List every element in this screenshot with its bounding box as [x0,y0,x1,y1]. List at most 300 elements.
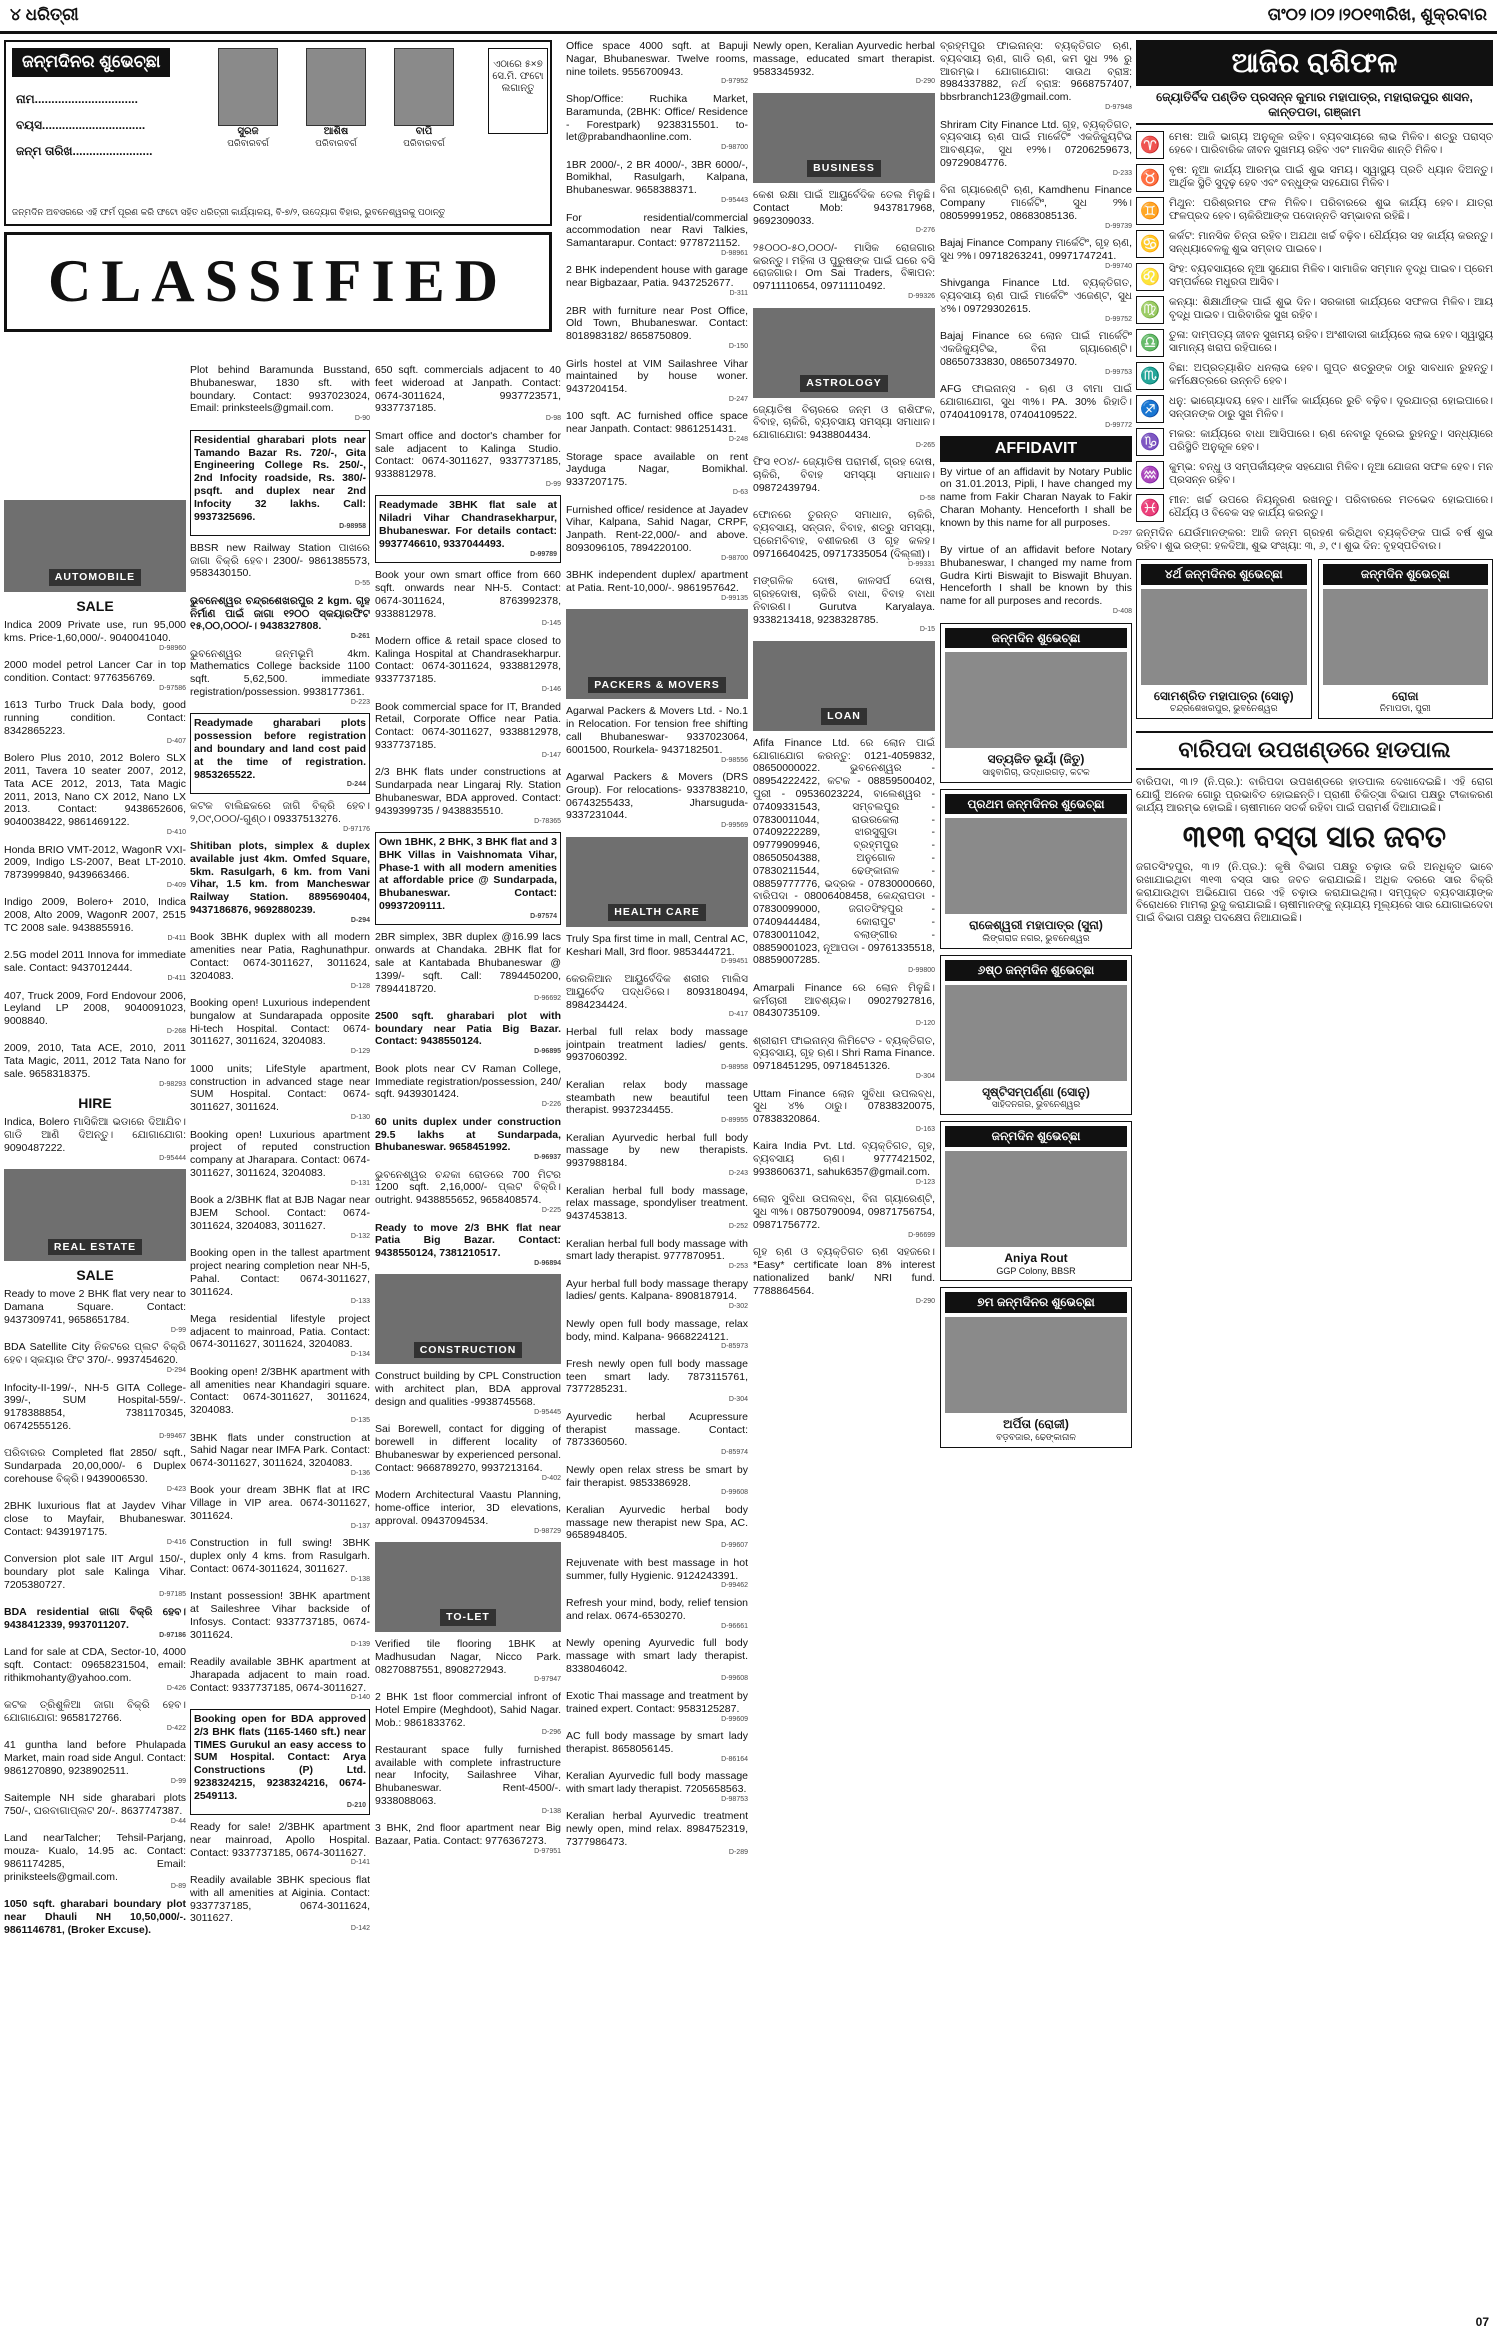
ad-code: D-97951 [534,1847,561,1855]
ad-code: D-99451 [721,958,748,966]
ad-text: 650 sqft. commercials adjacent to 40 feet wideroad at Janpath. Contact: 0674-3011624, 9937723571, 9337737185. [375,364,561,415]
classified-ad [4,844,186,891]
birthday-wish [1318,559,1494,719]
ad-code: D-99800 [908,967,935,975]
ad-text: Furnished office/ residence at Jayadev Vihar, Kalpana, Sahid Nagar, CRPF, Janpath. Rent-22,000/- and above. 8093096105, 7894220100. [566,503,748,554]
classified-ad [566,1278,748,1312]
ad-text: Keralian Ayurvedic herbal body massage new therapist new Spa, AC. 9658948405. [566,1503,748,1542]
banner-label: TO-LET [440,1609,496,1626]
wish-heading: ୪ର୍ଥ ଜନ୍ମଦିନର ଶୁଭେଚ୍ଛା [1141,564,1307,585]
zodiac-sign-entry [1136,329,1493,357]
classified-ad [566,1504,748,1551]
wish-heading: ୭ମ ଜନ୍ମଦିନର ଶୁଭେଚ୍ଛା [945,1292,1127,1313]
zodiac-icon: ♓ [1136,494,1164,522]
ad-code: D-268 [166,1027,186,1035]
ad-text: Agarwal Packers & Movers Ltd. - No.1 in Relocation. For tension free shifting call Bhubaneswar- 9337023064, 6001500, Rourkela- 9437182501. [566,705,748,756]
ad-text: Girls hostel at VIM Sailashree Vihar maintained by house woner. 9437204154. [566,357,748,396]
ad-text: କଟକ ବାଲିଛକରେ ଜାଗି ବିକ୍ରି ହେବ। ୨,୦୯,୦୦୦/-ଗୁଣ୍ଠ। 09337513276. [190,799,370,825]
ad-code: D-147 [541,751,561,759]
ad-text: Restaurant space fully furnished available with complete infrastructure near Infocity, Sailashree Vihar, Bhubaneswar. Rent-4500/-. 9338088063. [375,1743,561,1808]
classified-ad [190,430,370,536]
ad-code: D-86164 [721,1755,748,1763]
ad-code: D-97947 [534,1676,561,1684]
classified-ad [375,569,561,629]
classified-ad [566,40,748,87]
ad-text: ଗୃହ ଋଣ ଓ ବ୍ୟକ୍ତିଗତ ଋଣ ସହଜରେ। *Easy* certificate loan 8% interest nationalized bank/ NRI fund. 7788864564. [753,1246,935,1297]
classified-ad [190,595,370,642]
ad-code: D-99467 [159,1432,186,1440]
classified-ad [190,1656,370,1703]
ad-code: D-146 [541,686,561,694]
classified-ad [566,1358,748,1405]
ad-text: 60 units duplex under construction 29.5 lakhs at Sundarpada, Bhubaneswar. 9658451992. [375,1115,561,1154]
ad-text: BDA Satellite City ନିକଟରେ ପ୍ଲଟ ବିକ୍ରି ହେବ। ସ୍କୟାର ଫିଟ 370/-. 9937454620. [4,1341,186,1367]
ad-code: D-138 [541,1807,561,1815]
zodiac-icon: ♍ [1136,296,1164,324]
classified-ad [375,1423,561,1483]
ad-code: D-95443 [721,197,748,205]
ad-text: Keralian Ayurvedic full body massage with smart lady therapist. 7205658563. [566,1770,748,1795]
automobile-banner [4,500,186,592]
form-field-dob: ଜନ୍ମ ତାରିଖ........................ [16,144,153,158]
ad-text: By virtue of an affidavit before Notary Bhubaneswar, I changed my name from Gudra Kirti Biswajit to Biswajit Bhuyan. Henceforth I shall be known by this name for all purposes and records. [940,544,1132,608]
classified-ad [566,504,748,564]
classified-ad [940,466,1132,539]
form-note: ଜନ୍ମଦିନ ଅବସରରେ ଏହି ଫର୍ମ ପୂରଣ କରି ଫଟୋ ସହିତ ଧରିତ୍ରୀ କାର୍ଯ୍ୟାଳୟ, ବି-୭/୨, ଉଦ୍ୟୋଗ ବିହାର, ଭୁବନେଶ୍ୱରକୁ ପଠାନ୍ତୁ [12,207,446,218]
ad-code: D-99753 [1105,368,1132,376]
ad-code: D-99 [170,1326,186,1334]
ad-text: Conversion plot sale IIT Argul 150/-, boundary plot sale Kalinga Vihar. 7205380727. [4,1553,186,1591]
ad-text: Refresh your mind, body, relief tension and relax. 0674-6530270. [566,1596,748,1622]
classified-ad [190,1063,370,1123]
ad-text: 1000 units; LifeStyle apartment, construction in advanced stage near SUM Hospital. Contact: 0674-3011627, 3011624. [190,1062,370,1114]
ad-text: Mega residential lifestyle project adjacent to mainroad, Patia. Contact: 0674-3011627, 3011624, 3204083. [190,1312,370,1351]
ad-text: Booking open in the tallest apartment project nearing completion near NH-5, Pahal. Contact: 0674-3011627, 3011624. [190,1247,370,1298]
ad-text: 3BHK flats under construction at Sahid Nagar near IMFA Park. Contact: 0674-3011627, 3011624, 3204083. [190,1431,370,1470]
classified-ad [566,1132,748,1179]
ad-text: ଫିସ ୧୦୪/- ଜ୍ୟୋତିଷ ପରାମର୍ଶ, ଗ୍ରହ ଦୋଷ, ଚାକିରି, ବିବାହ ସମସ୍ୟା ସମାଧାନ। 09872439794. [753,456,935,495]
wish-photo [945,1151,1127,1247]
ad-code: D-96661 [721,1622,748,1630]
ad-code: D-98700 [721,554,748,562]
classified-ad [566,451,748,498]
classified-ad [190,1537,370,1584]
wish-name: ସତ୍ୟଜିତ ଭୂୟାଁ (ଜିତୁ) [987,752,1085,767]
ad-code: D-98958 [721,1064,748,1072]
ad-code: D-304 [915,1073,935,1081]
form-field-name: ନାମ............................... [16,92,138,106]
news-body-fertilizer: ଜଗତସିଂହପୁର, ୩।୨ (ନି.ପ୍ର.): କୃଷି ବିଭାଗ ପକ୍ଷରୁ ଚଢ଼ାଉ କରି ଅନଧିକୃତ ଭାବେ ରଖାଯାଇଥିବା ୩୧୩ ବସ୍ତା ସାର ଜବତ କରାଯାଇଛି। ଅଧିକ ଦରରେ ସାର ବିକ୍ରି କରାଯାଉଥିବା ଅଭିଯୋଗ ପରେ ଏହି ଚଢ଼ାଉ କରାଯାଇଥିଲା। ସମ୍ପୃକ୍ତ ବ୍ୟବସାୟୀଙ୍କ ବିରୋଧରେ ମାମଲା ରୁଜୁ କରାଯାଇଛି। ଚାଷୀମାନଙ୍କୁ ନ୍ୟାଯ୍ୟ ମୂଲ୍ୟରେ ସାର ଯୋଗାଇଦେବା ପାଇଁ ବିଭାଗ ପକ୍ଷରୁ ପଦକ୍ଷେପ ନିଆଯାଇଛି। [1136,861,1493,925]
ad-code: D-136 [350,1469,370,1477]
ad-text: Keralian herbal Ayurvedic treatment newly open, mind relax. 8984752319, 7377986473. [566,1810,748,1848]
classified-ad [940,330,1132,377]
wish-address: ସାହୁବାଗିଚା, ଉଦ୍ଧାରଗଡ଼, କଟକ [982,766,1090,777]
ad-text: Infocity-II-199/-, NH-5 GITA College-399/-, SUM Hospital-559/-. 9178388854, 7381170345, 06742555126. [4,1381,186,1432]
classified-ad [753,982,935,1029]
ad-code: D-409 [166,881,186,889]
form-kid-photo [218,48,278,149]
ad-code: D-296 [541,1729,561,1737]
ad-code: D-58 [919,494,935,502]
ad-text: 2009, 2010, Tata ACE, 2010, 2011 Tata Magic, 2011, 2012 Tata Nano for sale. 9658318375. [4,1042,186,1081]
ad-code: D-98293 [159,1080,186,1088]
classified-ad [4,1553,186,1600]
zodiac-sign-entry [1136,494,1493,522]
zodiac-icon: ♊ [1136,197,1164,225]
classified-ad [940,277,1132,324]
ad-code: D-99789 [530,550,557,558]
ad-code: D-407 [166,737,186,745]
classified-ad [566,1464,748,1498]
ad-text: Land for sale at CDA, Sector-10, 4000 sqft. Contact: 09658231504, email: rithikmohanty@yahoo.com. [4,1646,186,1684]
news-headline-fertilizer: ୩୧୩ ବସ୍ତା ସାର ଜବତ [1182,821,1447,855]
classified-ad [566,771,748,831]
rashifal-title: ଆଜିର ରାଶିଫଳ [1136,40,1493,86]
birthday-form [4,40,552,226]
ad-text: Booking open! 2/3BHK apartment with all amenities near Khandagiri square. Contact: 0674-3011627, 3011624, 3204083. [190,1365,370,1417]
ad-code: D-276 [915,227,935,235]
wish-address: ବଡ଼ବଜାର, ଢେଙ୍କାନାଳ [996,1431,1076,1442]
classified-ad [375,635,561,695]
ad-text: ଭୁବନେଶ୍ୱର ଚନ୍ଦକା ରୋଡରେ 700 ମିଟର 1200 sqft. 2,16,000/- ପ୍ଲଟ ବିକ୍ରି। outright. 9438855652, 9658408574. [375,1168,561,1207]
ad-text: ମଙ୍ଗଳିକ ଦୋଷ, କାଳସର୍ପ ଦୋଷ, ଗ୍ରହଦୋଷ, ଚାକିରି ବାଧା, ବିବାହ ବାଧା ନିବାରଣ। Gurutva Karyalaya. 9338213418, 9238328785. [753,575,935,626]
ad-code: D-99740 [1105,262,1132,270]
zodiac-forecast: ସିଂହ: ବ୍ୟବସାୟରେ ନୂଆ ସୁଯୋଗ ମିଳିବ। ସାମାଜିକ ସମ୍ମାନ ବୃଦ୍ଧି ପାଇବ। ପ୍ରେମ ସମ୍ପର୍କରେ ମଧୁରତା ଆସିବ। [1169,263,1493,289]
ad-code: D-252 [728,1222,748,1230]
section-heading-sale: SALE [76,1267,114,1284]
zodiac-sign-entry [1136,461,1493,489]
zodiac-sign-entry [1136,296,1493,324]
ad-text: Sai Borewell, contact for digging of borewell in different locality of Bhubaneswar by experienced personal. Contact: 9668789270, 9937213164. [375,1423,561,1474]
banner-label: AUTOMOBILE [49,569,141,586]
wish-photo [1141,589,1307,685]
ad-text: Indica, Bolero ମାସିକିଆ ଭଡାରେ ଦିଆଯିବ। ଗାଡି ଆଣି ଦିଅନ୍ତୁ। ଯୋଗାଯୋଗ: 9090487222. [4,1116,186,1155]
ad-text: ବ୍ରହ୍ମପୁର ଫାଇନାନ୍ସ: ବ୍ୟକ୍ତିଗତ ଋଣ, ବ୍ୟବସାୟ ଋଣ, ଗାଡି ଋଣ, କମ ସୁଧ ୨% ରୁ ଆରମ୍ଭ। ଯୋଗାଯୋଗ: ସାଉଥ ବ୍ରାଞ୍ଚ: 8984337882, ନର୍ଥ ବ୍ରାଞ୍ଚ: 9668757407, bbsrbranch123@gmail.com. [940,40,1132,104]
birthday-wish [1136,559,1312,719]
wish-photo [945,652,1127,748]
ad-text: Fresh newly open full body massage teen smart lady. 7873115761, 7377285231. [566,1357,748,1396]
classified-ad [4,1288,186,1335]
ad-code: D-99326 [908,293,935,301]
ad-code: D-120 [915,1020,935,1028]
kid-photo [306,48,366,126]
classified-ad [753,1035,935,1082]
zodiac-icon: ♉ [1136,164,1164,192]
classified-ad [375,766,561,826]
ad-code: D-15 [919,626,935,634]
classified-ad [566,1557,748,1591]
ad-code: D-129 [350,1048,370,1056]
ad-text: Exotic Thai massage and treatment by trained expert. Contact: 9583125287. [566,1689,748,1715]
classified-ad [566,305,748,352]
ad-code: D-265 [915,441,935,449]
classified-ad [375,1222,561,1269]
ad-text: Instant possession! 3BHK apartment at Saileshree Vihar backside of Infosys. Contact: 9337737185, 0674-3011624. [190,1590,370,1641]
ad-code: D-97176 [343,825,370,833]
ad-text: Construction in full swing! 3BHK duplex only 4 kms. from Rasulgarh. Contact: 0674-3011624, 3011627. [190,1537,370,1575]
ad-text: Readymade 3BHK flat sale at Niladri Vihar Chandrasekharpur, Bhubaneswar. For details contact: 9937746610, 9337044493. [379,499,557,550]
ad-code: D-261 [350,633,370,641]
ad-text: Keralian herbal full body massage, relax massage, spondyliser treatment. 9437453813. [566,1184,748,1223]
classified-ad [375,1744,561,1817]
classified-ad [190,1194,370,1241]
classified-ad [4,896,186,943]
ad-code: D-55 [354,580,370,588]
banner-label: CONSTRUCTION [414,1342,523,1359]
ad-text: Newly open, Keralian Ayurvedic herbal massage, educated smart therapist. 9583345932. [753,40,935,78]
zodiac-sign-entry [1136,131,1493,159]
kid-relation: ପରିବାରବର୍ଗ [227,138,269,149]
ad-text: 2000 model petrol Lancer Car in top condition. Contact: 9776356769. [4,659,186,684]
classified-ad [190,364,370,424]
packers-movers-banner [566,609,748,699]
classified-ad [940,383,1132,430]
ad-code: D-96692 [534,995,561,1003]
birthday-forecast: ଜନ୍ମଦିନ ଯେଉଁମାନଙ୍କର: ଆଜି ଜନ୍ମ ଗ୍ରହଣ କରିଥିବା ବ୍ୟକ୍ତିଙ୍କ ପାଇଁ ବର୍ଷ ଶୁଭ ରହିବ। ଶୁଭ ରଙ୍ଗ: ହଳଦିଆ, ଶୁଭ ସଂଖ୍ୟା: ୩, ୬, ୯। ଶୁଭ ଦିନ: ବୃହସ୍ପତିବାର। [1136,527,1493,553]
classified-ad [375,1822,561,1856]
column-property-ads [190,364,370,2328]
zodiac-sign-entry [1136,395,1493,423]
classified-ad [190,1821,370,1868]
classified-ad [566,1238,748,1272]
ad-code: D-128 [350,982,370,990]
ad-text: 2 BHK independent house with garage near Bigbazaar, Patia. 9437252677. [566,264,748,290]
ad-text: Own 1BHK, 2 BHK, 3 BHK flat and 3 BHK Villas in Vaishnomata Vihar, Phase-1 with all modern amenities at affordable price @ Sundarpada, Bhubaneswar. Contact: 09937209111. [379,836,557,913]
real-estate-banner [4,1169,186,1261]
zodiac-forecast: କନ୍ୟା: ଶିକ୍ଷାର୍ଥୀଙ୍କ ପାଇଁ ଶୁଭ ଦିନ। ସରକାରୀ କାର୍ଯ୍ୟରେ ସଫଳତା ମିଳିବ। ଆୟ ବୃଦ୍ଧି ପାଇବ। ପାରିବାରିକ ସୁଖ ରହିବ। [1169,296,1493,322]
kid-name: ଆଶିଷ [323,126,349,137]
column-finance-affidavit-wishes [940,40,1132,2328]
classified-ad [375,430,561,490]
ad-code: D-98958 [339,523,366,531]
wish-name: ଅର୍ପିତା (ରୋଜୀ) [1003,1417,1069,1432]
classified-ad [190,800,370,834]
ad-code: D-99 [170,1777,186,1785]
ad-code: D-99609 [721,1715,748,1723]
ad-text: For residential/commercial accommodation near Ravi Talkies, Samantarapur. Contact: 9778721152. [566,211,748,250]
ad-code: D-98700 [721,144,748,152]
classified-ad [190,1366,370,1426]
ad-code: D-411 [167,934,186,942]
ad-text: Newly open relax stress be smart by fair therapist. 9853386928. [566,1463,748,1489]
ad-code: D-97185 [159,1591,186,1599]
banner-label: LOAN [821,708,867,725]
ad-code: D-98556 [721,756,748,764]
ad-text: 1050 sqft. gharabari boundary plot near Dhauli NH 10,50,000/-. 9861146781, (Broker Excuse). [4,1897,186,1936]
classified-ad [4,1699,186,1733]
ad-text: Booking open! Luxurious independent bungalow at Sundarapada opposite Hi-tech Hospital. Contact: 0674-3011627, 3011624, 3204083. [190,997,370,1048]
ad-code: D-131 [350,1179,370,1187]
kid-photo [394,48,454,126]
ad-text: Amarpali Finance ରେ ଲୋନ ମିଳୁଛି। କର୍ମଚାରୀ ଆବଶ୍ୟକ। 09027927816, 08430735109. [753,981,935,1020]
ad-text: 2BR with furniture near Post Office, Old Town, Bhubaneswar. Contact: 8018983182/ 8658750809. [566,304,748,343]
ad-text: Plot behind Baramunda Busstand, Bhubaneswar, 1830 sft. with boundary. Contact: 9937023024, Email: prinksteels@gmail.com. [190,364,370,415]
classified-ad [753,189,935,236]
ad-code: D-96699 [908,1231,935,1239]
classified-ad [375,495,561,563]
classified-ad [4,1500,186,1547]
ad-text: ଭୁବନେଶ୍ୱର ଚନ୍ଦ୍ରଶେଖରପୁର 2 kgm. ଗୃହ ନିର୍ମାଣ ପାଇଁ ଜାଗା ୧୨୦୦ ସ୍କୟାରଫିଟ ୧୫,୦୦,୦୦୦/-। 9438327808. [190,594,370,633]
ad-text: Ready to move 2 BHK flat very near to Damana Square. Contact: 9437309741, 9658651784. [4,1288,186,1327]
zodiac-icon: ♑ [1136,428,1164,456]
ad-code: D-97952 [721,78,748,86]
ad-code: D-99569 [721,822,748,830]
classified-ad [566,159,748,206]
kid-name: ବାପି [415,126,433,137]
ad-text: ପରିବାରର Completed flat 2850/ sqft., Sundarpada 20,00,000/- 6 Duplex corehouse ବିକ୍ରି। 9439006530. [4,1447,186,1485]
classified-ad [190,1590,370,1650]
classified-ad [375,1489,561,1536]
wish-heading: ୬ଷ୍ଠ ଜନ୍ମଦିନ ଶୁଭେଚ୍ଛା [945,960,1127,981]
ad-text: 2500 sqft. gharabari plot with boundary near Patia Big Bazar. Contact: 9438550124. [375,1009,561,1048]
ad-code: D-90 [354,415,370,423]
ad-text: Keralian relax body massage steambath new beautiful teen therapist. 9937234455. [566,1078,748,1117]
ad-code: D-123 [915,1178,935,1186]
ad-code: D-139 [350,1641,370,1649]
ad-code: D-402 [541,1474,561,1482]
classified-ad [566,1411,748,1458]
ad-text: Indica 2009 Private use, run 95,000 kms. Price-1,60,000/-. 9040041040. [4,619,186,644]
ad-text: Verified tile flooring 1BHK at Madhusudan Nagar, Nicco Park. 08270887551, 8908272943. [375,1638,561,1676]
ad-text: ଜ୍ୟୋତିଷ ବିଚାରରେ ଜନ୍ମ ଓ ରାଶିଫଳ, ବିବାହ, ଚାକିରି, ବ୍ୟବସାୟ ସମସ୍ୟା ସମାଧାନ। ଯୋଗାଯୋଗ: 9438804434. [753,403,935,442]
ad-code: D-132 [350,1232,370,1240]
ad-code: D-233 [1112,169,1132,177]
kid-relation: ପରିବାରବର୍ଗ [315,138,357,149]
ad-code: D-97586 [159,684,186,692]
ad-text: Book plots near CV Raman College, Immediate registration/possession, 240/ sqft. 9439301424. [375,1062,561,1101]
classified-ad [4,1792,186,1826]
classified-ad [566,933,748,967]
banner-label: ASTROLOGY [800,375,888,392]
ad-code: D-99331 [908,560,935,568]
zodiac-forecast: ତୁଳା: ଦାମ୍ପତ୍ୟ ଜୀବନ ସୁଖମୟ ରହିବ। ଅଂଶୀଦାରୀ କାର୍ଯ୍ୟରେ ଲାଭ ହେବ। ସ୍ୱାସ୍ଥ୍ୟ ସାମାନ୍ୟ ଖରାପ ରହିପାରେ। [1169,329,1493,355]
ad-code: D-297 [1112,529,1132,537]
zodiac-sign-entry [1136,263,1493,291]
ad-text: Shivganga Finance Ltd. ବ୍ୟକ୍ତିଗତ, ବ୍ୟବସାୟ ଋଣ ପାଇଁ ମାର୍କେଟିଂ ଏଜେଣ୍ଟ, ସୁଧ ୪%। 09729302615. [940,277,1132,315]
classified-ad [190,931,370,991]
ad-text: କେଶ ରକ୍ଷା ପାଇଁ ଆୟୁର୍ବେଦିକ ତେଲ ମିଳୁଛି। Contact Mob: 9437817968, 9692309033. [753,188,935,227]
ad-text: Ready to move 2/3 BHK flat near Patia Big Bazar. Contact: 9438550124, 7381210517. [375,1221,561,1260]
ad-text: Indigo 2009, Bolero+ 2010, Indica 2008, Alto 2009, WagonR 2007, 2515 TC 2008 sale. 9438855916. [4,896,186,935]
ad-code: D-137 [350,1522,370,1530]
ad-code: D-150 [728,343,748,350]
ad-text: AFG ଫାଇନାନ୍ସ - ଋଣ ଓ ବୀମା ପାଇଁ ଯୋଗାଯୋଗ, ସୁଧ ୩%। PA. 30% ରିହାତି। 07404109178, 07404109522. [940,383,1132,421]
ad-code: D-134 [350,1351,370,1359]
zodiac-icon: ♈ [1136,131,1164,159]
ad-code: D-98 [545,415,561,423]
ad-text: Keralian Ayurvedic herbal full body massage by new therapists. 9937988184. [566,1131,748,1170]
ad-code: D-422 [166,1724,186,1732]
news-headline-baripada: ବାରିପଦା ଉପଖଣ୍ଡରେ ହାଡପାଲ [1136,731,1493,770]
classified-ad [566,264,748,298]
ad-text: Booking open! Luxurious apartment project of reputed construction company at Jharapara. Contact: 0674-3011627, 3011624, 3204083. [190,1128,370,1179]
classified-ad [940,544,1132,617]
classified-ad [190,542,370,589]
birthday-wish [940,623,1132,783]
wish-name: ସୃଷ୍ଟିସମ୍ପର୍ଣ୍ଣା (ସୋନୁ) [982,1084,1090,1099]
classified-ad [190,1709,370,1815]
zodiac-sign-entry [1136,428,1493,456]
ad-text: ଲୋନ ସୁବିଧା ଉପଲବ୍ଧ, ବିନା ଗ୍ୟାରେଣ୍ଟି, ସୁଧ ୩%। 08750790094, 09871756754, 09871756772. [753,1193,935,1231]
ad-code: D-97948 [1105,103,1132,111]
birthday-wish [940,955,1132,1115]
ad-text: 2 BHK 1st floor commercial infront of Hotel Empire (Meghdoot), Sahid Nagar. Mob.: 9861833762. [375,1690,561,1729]
classified-ad [190,648,370,708]
form-kid-photo [394,48,454,149]
wish-photo [945,1317,1127,1413]
ad-text: Storage space available on rent Jayduga Nagar, Bomikhal. 9337207175. [566,450,748,489]
classified-ad [940,237,1132,271]
ad-code: D-408 [1112,608,1132,616]
ad-code: D-426 [166,1684,186,1692]
classified-ad [753,1140,935,1187]
classified-ad [375,1010,561,1057]
ad-code: D-99608 [721,1489,748,1497]
ad-text: ଶ୍ରୀରାମ ଫାଇନାନ୍ସ ଲିମିଟେଡ - ବ୍ୟକ୍ତିଗତ, ବ୍ୟବସାୟ, ଗୃହ ଋଣ। Shri Rama Finance. 09718451295, 09718451326. [753,1034,935,1073]
zodiac-sign-entry [1136,362,1493,390]
ad-code: D-304 [728,1396,748,1404]
ad-text: Newly open full body massage, relax body, mind. Kalpana- 9668224121. [566,1317,748,1343]
astrology-banner [753,308,935,398]
ad-text: AC full body massage by smart lady therapist. 8658056145. [566,1730,748,1755]
header-bar [0,0,1497,34]
classified-ad [375,1063,561,1110]
ad-code: D-302 [728,1303,748,1311]
photo-placeholder-box: ଏଠାରେ ୫×୭ ସେ.ମି. ଫଟୋ ଲଗାନ୍ତୁ [488,48,548,134]
ad-text: Book your own smart office from 660 sqft. onwards near NH-5. Contact: 0674-3011624, 8763992378, 9338812978. [375,569,561,620]
wish-heading: ଜନ୍ମଦିନ ଶୁଭେଚ୍ଛା [945,1126,1127,1147]
ad-text: Keralian herbal full body massage with smart lady therapist. 9777870951. [566,1237,748,1263]
classified-ad [4,752,186,837]
ad-code: D-98753 [721,1795,748,1803]
ad-text: Bajaj Finance Company ମାର୍କେଟିଂ, ଗୃହ ଋଣ, ସୁଧ ୨%। 09718263241, 09971747241. [940,237,1132,262]
ad-code: D-145 [541,620,561,628]
ad-code: D-138 [350,1575,370,1583]
ad-text: 3 BHK, 2nd floor apartment near Big Bazaar, Patia. Contact: 9776367273. [375,1822,561,1848]
ad-code: D-417 [728,1011,748,1019]
ad-text: Ayurvedic herbal Acupressure therapist massage. Contact: 7873360560. [566,1410,748,1449]
classified-ad [4,1832,186,1892]
column-commercial-construction [375,364,561,2328]
wish-heading: ଜନ୍ମଦିନ ଶୁଭେଚ୍ଛା [945,628,1127,649]
classified-ad [753,1246,935,1306]
ad-code: D-99608 [721,1675,748,1683]
ad-code: D-248 [728,436,748,444]
wish-name: ରୋଜା [1391,688,1419,703]
classified-ad [375,364,561,424]
classified-ad [190,713,370,794]
ad-code: D-423 [166,1485,186,1493]
classified-ad [566,1185,748,1232]
ad-text: Ready for sale! 2/3BHK apartment near mainroad, Apollo Hospital. Contact: 9337737185, 0674-3011627. [190,1821,370,1859]
ad-code: D-294 [166,1366,186,1374]
zodiac-icon: ♌ [1136,263,1164,291]
classified-ad [4,1116,186,1163]
classified-ad [753,737,935,976]
kid-relation: ପରିବାରବର୍ଗ [403,138,445,149]
ad-code: D-411 [167,975,186,982]
classified-ad [753,1088,935,1135]
classified-title: CLASSIFIED [4,232,552,332]
classified-ad [940,119,1132,179]
construction-banner [375,1274,561,1364]
ad-code: D-244 [346,781,366,789]
zodiac-icon: ♋ [1136,230,1164,258]
wish-address: ଚନ୍ଦ୍ରଶେଖରପୁର, ଭୁବନେଶ୍ୱର [1169,703,1278,714]
zodiac-sign-entry [1136,164,1493,192]
ad-code: D-135 [350,1416,370,1424]
ad-code: D-130 [350,1113,370,1121]
